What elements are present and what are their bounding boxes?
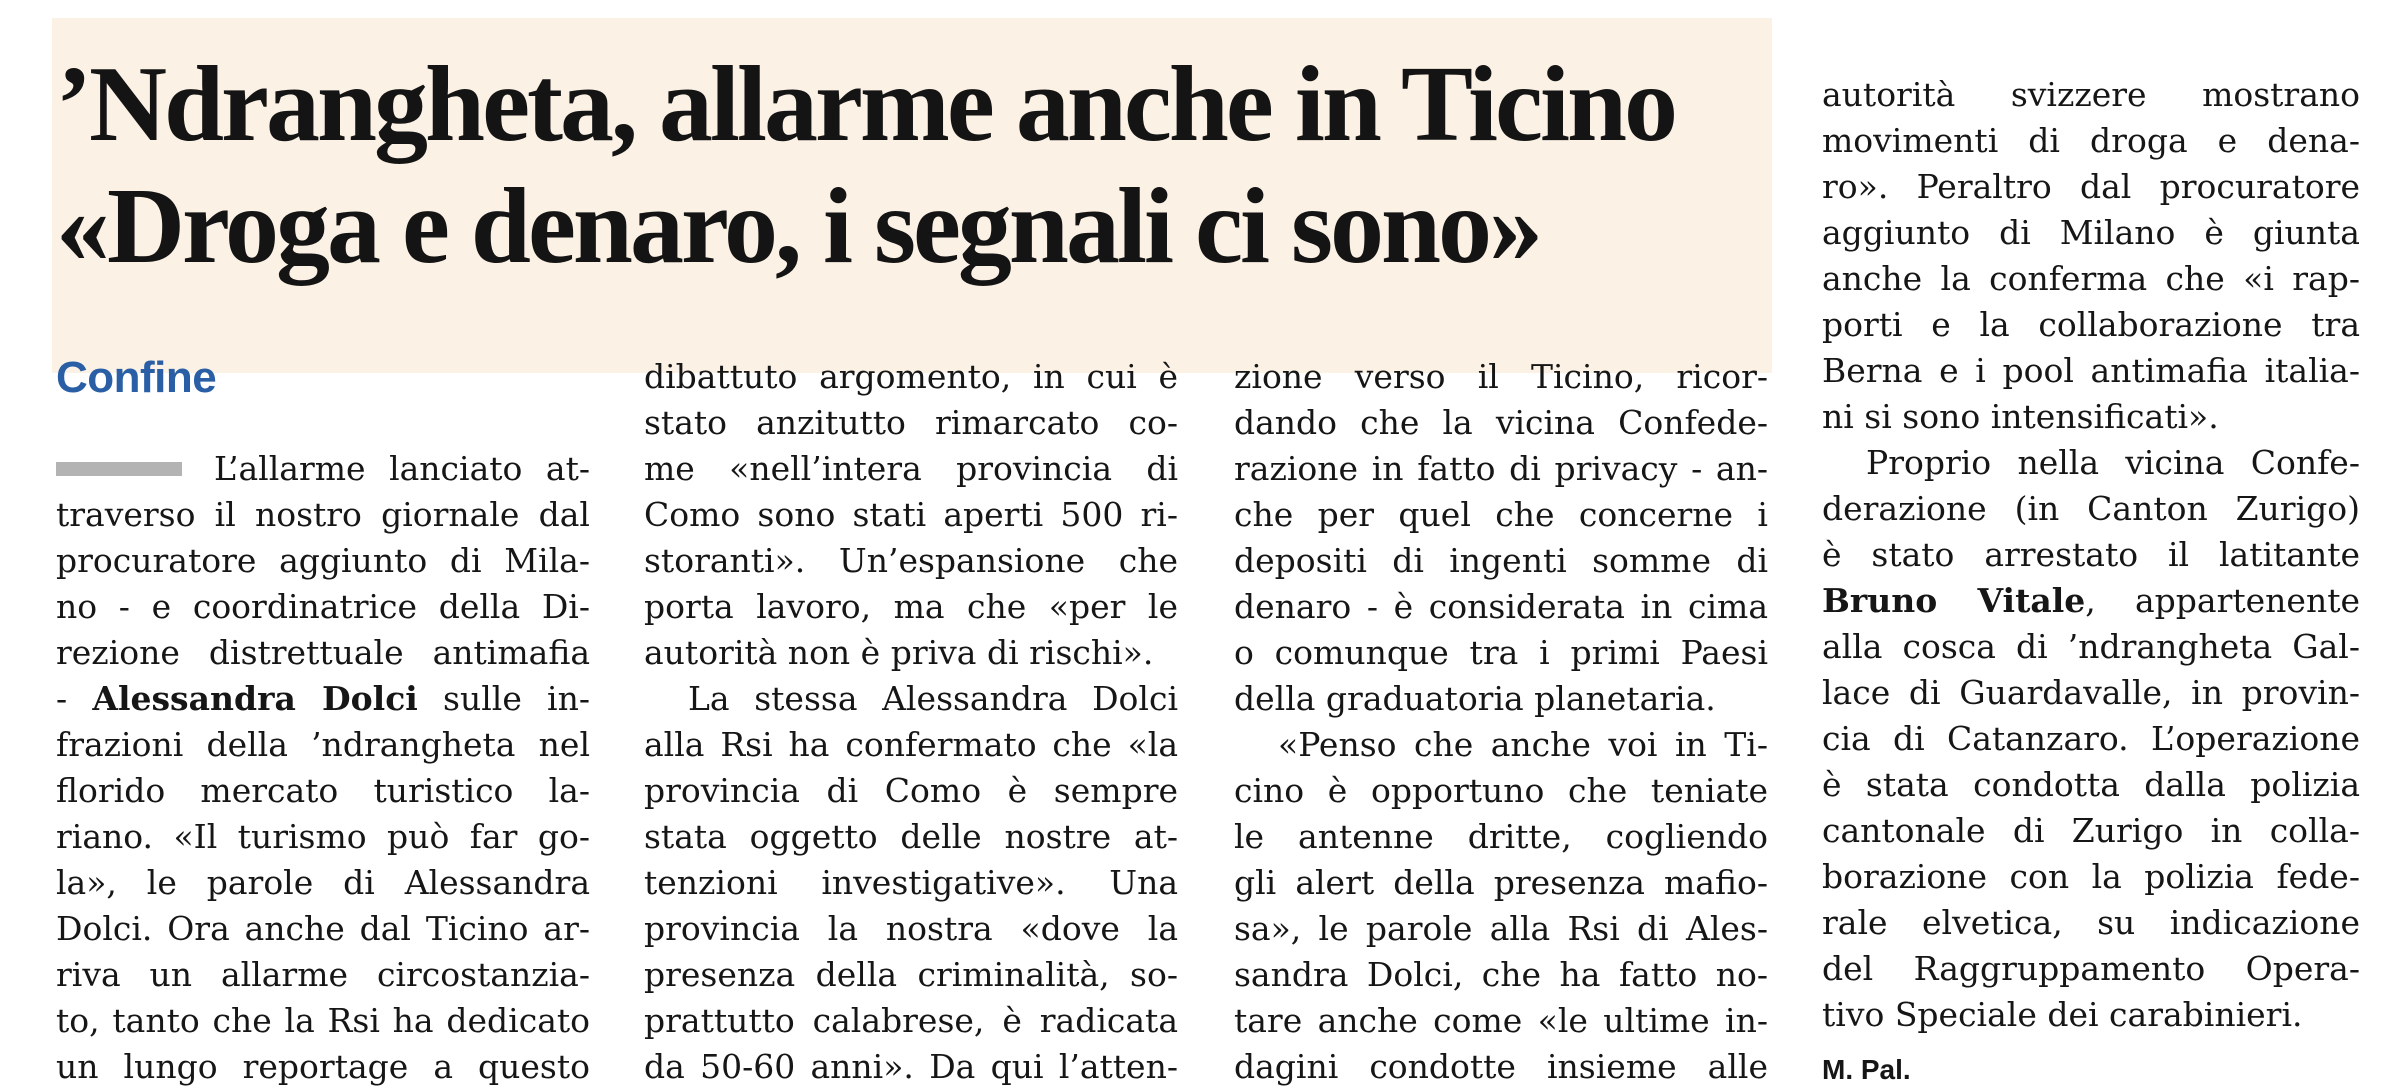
text-line: borazione con la polizia fede- <box>1822 857 2360 896</box>
text-line-with-name <box>1822 578 2360 624</box>
text-line: dibattuto argomento, in cui è <box>644 357 1178 396</box>
text-line: no - e coordinatrice della Di- <box>56 587 590 626</box>
text-line: lace di Guardavalle, in provin- <box>1822 673 2360 712</box>
text-line: derazione (in Canton Zurigo) <box>1822 489 2360 528</box>
text-line: la», le parole di Alessandra <box>56 863 590 902</box>
text-fragment: - <box>56 679 93 718</box>
text-line: denaro - è considerata in cima <box>1234 587 1768 626</box>
text-line: Como sono stati aperti 500 ri- <box>644 495 1178 534</box>
author-signature: M. Pal. <box>1822 1054 1911 1085</box>
text-line: traverso il nostro giornale dal <box>56 495 590 534</box>
text-line: stata oggetto delle nostre at- <box>644 817 1178 856</box>
text-line: da 50-60 anni». Da qui l’atten- <box>644 1047 1178 1086</box>
person-name-bold: Alessandra Dolci <box>92 679 418 718</box>
text-line-with-name <box>56 676 590 722</box>
text-line: riva un allarme circostanzia- <box>56 955 590 994</box>
person-name-bold: Bruno Vitale <box>1822 581 2086 620</box>
text-line: provincia di Como è sempre <box>644 771 1178 810</box>
text-line: è stato arrestato il latitante <box>1822 535 2360 574</box>
article-column-2 <box>644 354 1178 1090</box>
text-line: porti e la collaborazione tra <box>1822 305 2360 344</box>
text-line: tivo Speciale dei carabinieri. <box>1822 995 2303 1034</box>
text-fragment: , appartenente <box>2085 581 2360 620</box>
text-line: La stessa Alessandra Dolci <box>688 679 1178 718</box>
text-line: to, tanto che la Rsi ha dedicato <box>56 1001 590 1040</box>
text-line: aggiunto di Milano è giunta <box>1822 213 2360 252</box>
text-line: tenzioni investigative». Una <box>644 863 1178 902</box>
text-line: della graduatoria planetaria. <box>1234 679 1716 718</box>
text-line: riano. «Il turismo può far go- <box>56 817 590 856</box>
text-line: prattutto calabrese, è radicata <box>644 1001 1178 1040</box>
text-line: rale elvetica, su indicazione <box>1822 903 2360 942</box>
text-line: Berna e i pool antimafia italia- <box>1822 351 2360 390</box>
text-line: L’allarme lanciato at- <box>214 449 590 488</box>
text-line: anche la conferma che «i rap- <box>1822 259 2360 298</box>
text-line: cia di Catanzaro. L’operazione <box>1822 719 2360 758</box>
text-line: razione in fatto di privacy - an- <box>1234 449 1768 488</box>
text-line: che per quel che concerne i <box>1234 495 1768 534</box>
text-line: porta lavoro, ma che «per le <box>644 587 1178 626</box>
article-column-3 <box>1234 354 1768 1090</box>
text-line: Proprio nella vicina Confe- <box>1866 443 2360 482</box>
text-line: procuratore aggiunto di Mila- <box>56 541 590 580</box>
text-line: o comunque tra i primi Paesi <box>1234 633 1768 672</box>
text-line: rezione distrettuale antimafia <box>56 633 590 672</box>
text-fragment: sulle in- <box>417 679 590 718</box>
text-line: è stata condotta dalla polizia <box>1822 765 2360 804</box>
text-line: dando che la vicina Confede- <box>1234 403 1768 442</box>
text-line: depositi di ingenti somme di <box>1234 541 1768 580</box>
text-line: provincia la nostra «dove la <box>644 909 1178 948</box>
text-line: gli alert della presenza mafio- <box>1234 863 1768 902</box>
text-line: le antenne dritte, cogliendo <box>1234 817 1768 856</box>
headline-line-1: ’Ndrangheta, allarme anche in Ticino <box>56 45 1676 164</box>
text-line: me «nell’intera provincia di <box>644 449 1178 488</box>
text-line: sa», le parole alla Rsi di Ales- <box>1234 909 1768 948</box>
text-line: ro». Peraltro dal procuratore <box>1822 167 2360 206</box>
text-line: storanti». Un’espansione che <box>644 541 1178 580</box>
text-line: alla Rsi ha confermato che «la <box>644 725 1178 764</box>
text-line: «Penso che anche voi in Ti- <box>1278 725 1768 764</box>
article-column-1 <box>56 446 590 1090</box>
text-line: movimenti di droga e dena- <box>1822 121 2360 160</box>
headline-line-2: «Droga e denaro, i segnali ci sono» <box>56 167 1541 286</box>
text-line: ni si sono intensificati». <box>1822 397 2219 436</box>
text-line: del Raggruppamento Opera- <box>1822 949 2360 988</box>
text-line: presenza della criminalità, so- <box>644 955 1178 994</box>
text-line: dagini condotte insieme alle <box>1234 1047 1768 1086</box>
section-kicker: Confine <box>56 353 217 402</box>
article-headline <box>56 44 1766 288</box>
text-line: autorità non è priva di rischi». <box>644 633 1154 672</box>
text-line: zione verso il Ticino, ricor- <box>1234 357 1768 396</box>
text-line: stato anzitutto rimarcato co- <box>644 403 1178 442</box>
text-line: sandra Dolci, che ha fatto no- <box>1234 955 1768 994</box>
text-line: florido mercato turistico la- <box>56 771 590 810</box>
article-column-4 <box>1822 72 2360 1038</box>
text-line: autorità svizzere mostrano <box>1822 75 2360 114</box>
text-line: un lungo reportage a questo <box>56 1047 590 1086</box>
text-line: tare anche come «le ultime in- <box>1234 1001 1768 1040</box>
text-line: Dolci. Ora anche dal Ticino ar- <box>56 909 590 948</box>
text-line: alla cosca di ’ndrangheta Gal- <box>1822 627 2360 666</box>
text-line: cino è opportuno che teniate <box>1234 771 1768 810</box>
text-line: frazioni della ’ndrangheta nel <box>56 725 590 764</box>
text-line: cantonale di Zurigo in colla- <box>1822 811 2360 850</box>
